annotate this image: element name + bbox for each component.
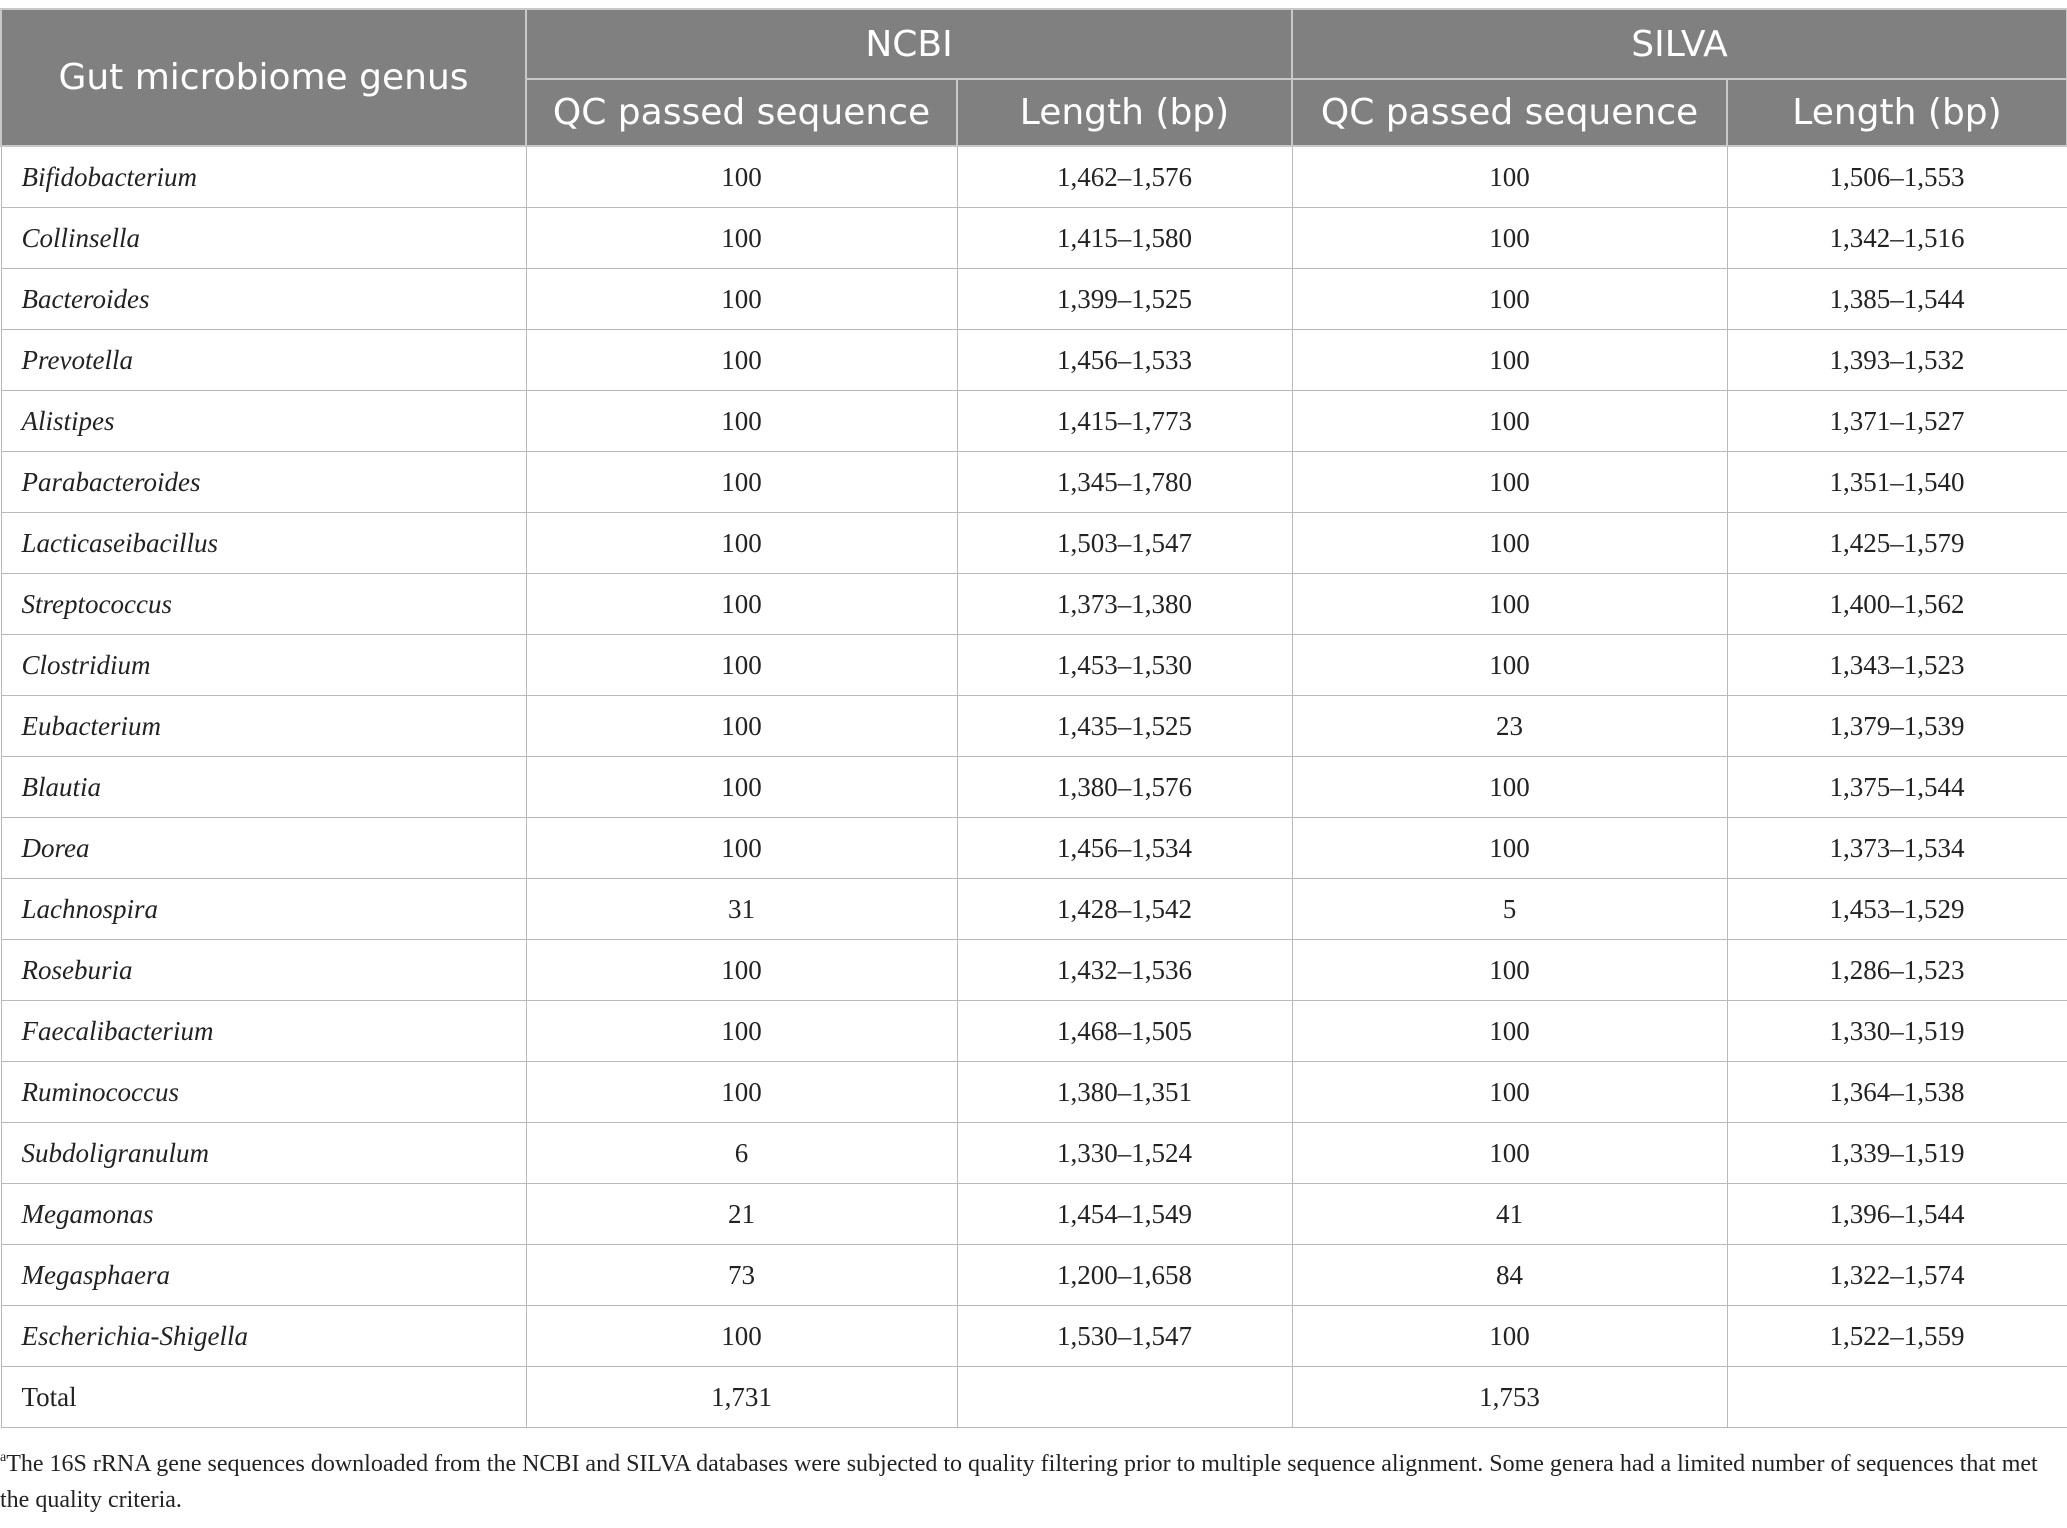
ncbi-length-cell: 1,380–1,351	[957, 1062, 1292, 1123]
table-container	[0, 8, 2066, 1428]
genus-cell: Lachnospira	[1, 879, 526, 940]
silva-length-cell: 1,371–1,527	[1727, 391, 2067, 452]
ncbi-qc-cell: 100	[526, 269, 957, 330]
silva-total-length-cell	[1727, 1367, 2067, 1428]
genus-column-header: Gut microbiome genus	[1, 9, 526, 146]
ncbi-qc-cell: 100	[526, 208, 957, 269]
table-row	[1, 818, 2067, 879]
table-row	[1, 269, 2067, 330]
silva-qc-cell: 100	[1292, 940, 1727, 1001]
ncbi-length-cell: 1,428–1,542	[957, 879, 1292, 940]
footnote-marker: a	[0, 1450, 7, 1465]
table-row	[1, 940, 2067, 1001]
genus-cell: Collinsella	[1, 208, 526, 269]
silva-total-cell: 1,753	[1292, 1367, 1727, 1428]
silva-length-cell: 1,351–1,540	[1727, 452, 2067, 513]
ncbi-length-cell: 1,456–1,533	[957, 330, 1292, 391]
ncbi-qc-cell: 100	[526, 513, 957, 574]
genus-cell: Eubacterium	[1, 696, 526, 757]
silva-qc-cell: 100	[1292, 330, 1727, 391]
genus-cell: Roseburia	[1, 940, 526, 1001]
silva-qc-cell: 5	[1292, 879, 1727, 940]
ncbi-group-header: NCBI	[526, 9, 1292, 79]
ncbi-length-cell: 1,330–1,524	[957, 1123, 1292, 1184]
genus-cell: Prevotella	[1, 330, 526, 391]
table-row	[1, 146, 2067, 208]
ncbi-length-cell: 1,462–1,576	[957, 146, 1292, 208]
table-row	[1, 1306, 2067, 1367]
header-row-groups	[1, 9, 2067, 79]
silva-qc-cell: 100	[1292, 146, 1727, 208]
silva-length-cell: 1,375–1,544	[1727, 757, 2067, 818]
ncbi-length-cell: 1,453–1,530	[957, 635, 1292, 696]
ncbi-qc-cell: 100	[526, 330, 957, 391]
table-row	[1, 574, 2067, 635]
silva-length-cell: 1,453–1,529	[1727, 879, 2067, 940]
silva-length-cell: 1,322–1,574	[1727, 1245, 2067, 1306]
silva-length-cell: 1,373–1,534	[1727, 818, 2067, 879]
ncbi-length-cell: 1,373–1,380	[957, 574, 1292, 635]
silva-qc-cell: 100	[1292, 452, 1727, 513]
silva-qc-cell: 100	[1292, 269, 1727, 330]
table-row	[1, 1062, 2067, 1123]
ncbi-qc-cell: 100	[526, 635, 957, 696]
ncbi-length-cell: 1,200–1,658	[957, 1245, 1292, 1306]
silva-length-cell: 1,364–1,538	[1727, 1062, 2067, 1123]
table-row	[1, 696, 2067, 757]
genus-cell: Escherichia-Shigella	[1, 1306, 526, 1367]
silva-length-cell: 1,396–1,544	[1727, 1184, 2067, 1245]
genus-cell: Lacticaseibacillus	[1, 513, 526, 574]
silva-length-cell: 1,330–1,519	[1727, 1001, 2067, 1062]
ncbi-qc-cell: 73	[526, 1245, 957, 1306]
table-row	[1, 1123, 2067, 1184]
silva-qc-cell: 100	[1292, 1062, 1727, 1123]
ncbi-qc-cell: 100	[526, 1306, 957, 1367]
ncbi-length-cell: 1,432–1,536	[957, 940, 1292, 1001]
genus-cell: Dorea	[1, 818, 526, 879]
silva-qc-cell: 100	[1292, 574, 1727, 635]
genus-cell: Megamonas	[1, 1184, 526, 1245]
ncbi-total-length-cell	[957, 1367, 1292, 1428]
ncbi-qc-cell: 100	[526, 391, 957, 452]
silva-qc-cell: 84	[1292, 1245, 1727, 1306]
silva-qc-cell: 100	[1292, 513, 1727, 574]
ncbi-length-cell: 1,454–1,549	[957, 1184, 1292, 1245]
silva-qc-header: QC passed sequence	[1292, 79, 1727, 146]
footnote-text: The 16S rRNA gene sequences downloaded from the NCBI and SILVA databases were subjected to quality filtering prior to multiple sequence alignment. Some genera had a limited number of sequences that met the quality criteria.	[0, 1451, 2038, 1513]
genus-cell: Bacteroides	[1, 269, 526, 330]
total-row	[1, 1367, 2067, 1428]
ncbi-length-cell: 1,468–1,505	[957, 1001, 1292, 1062]
table-row	[1, 1245, 2067, 1306]
ncbi-qc-cell: 100	[526, 818, 957, 879]
silva-length-cell: 1,379–1,539	[1727, 696, 2067, 757]
ncbi-length-cell: 1,456–1,534	[957, 818, 1292, 879]
ncbi-qc-cell: 6	[526, 1123, 957, 1184]
ncbi-length-cell: 1,530–1,547	[957, 1306, 1292, 1367]
table-row	[1, 513, 2067, 574]
silva-length-cell: 1,506–1,553	[1727, 146, 2067, 208]
silva-qc-cell: 100	[1292, 1001, 1727, 1062]
ncbi-qc-cell: 100	[526, 696, 957, 757]
ncbi-qc-cell: 100	[526, 1062, 957, 1123]
genus-cell: Megasphaera	[1, 1245, 526, 1306]
ncbi-length-cell: 1,415–1,580	[957, 208, 1292, 269]
genus-cell: Clostridium	[1, 635, 526, 696]
silva-qc-cell: 100	[1292, 1306, 1727, 1367]
silva-qc-cell: 100	[1292, 1123, 1727, 1184]
table-row	[1, 879, 2067, 940]
silva-length-header: Length (bp)	[1727, 79, 2067, 146]
silva-qc-cell: 100	[1292, 757, 1727, 818]
genus-sequence-table	[0, 8, 2067, 1428]
ncbi-qc-cell: 21	[526, 1184, 957, 1245]
silva-length-cell: 1,400–1,562	[1727, 574, 2067, 635]
silva-length-cell: 1,522–1,559	[1727, 1306, 2067, 1367]
ncbi-length-cell: 1,399–1,525	[957, 269, 1292, 330]
genus-cell: Blautia	[1, 757, 526, 818]
silva-qc-cell: 100	[1292, 208, 1727, 269]
table-row	[1, 1184, 2067, 1245]
silva-length-cell: 1,343–1,523	[1727, 635, 2067, 696]
genus-cell: Parabacteroides	[1, 452, 526, 513]
genus-cell: Subdoligranulum	[1, 1123, 526, 1184]
silva-length-cell: 1,385–1,544	[1727, 269, 2067, 330]
ncbi-total-cell: 1,731	[526, 1367, 957, 1428]
ncbi-qc-cell: 100	[526, 940, 957, 1001]
silva-qc-cell: 23	[1292, 696, 1727, 757]
ncbi-length-header: Length (bp)	[957, 79, 1292, 146]
ncbi-qc-cell: 100	[526, 146, 957, 208]
genus-cell: Faecalibacterium	[1, 1001, 526, 1062]
silva-length-cell: 1,339–1,519	[1727, 1123, 2067, 1184]
ncbi-length-cell: 1,345–1,780	[957, 452, 1292, 513]
silva-qc-cell: 100	[1292, 818, 1727, 879]
ncbi-qc-cell: 100	[526, 574, 957, 635]
silva-length-cell: 1,342–1,516	[1727, 208, 2067, 269]
table-row	[1, 208, 2067, 269]
total-label-cell: Total	[1, 1367, 526, 1428]
ncbi-length-cell: 1,380–1,576	[957, 757, 1292, 818]
table-row	[1, 1001, 2067, 1062]
genus-cell: Alistipes	[1, 391, 526, 452]
table-row	[1, 757, 2067, 818]
silva-qc-cell: 100	[1292, 635, 1727, 696]
ncbi-qc-cell: 31	[526, 879, 957, 940]
silva-length-cell: 1,393–1,532	[1727, 330, 2067, 391]
ncbi-length-cell: 1,503–1,547	[957, 513, 1292, 574]
table-row	[1, 330, 2067, 391]
ncbi-qc-cell: 100	[526, 757, 957, 818]
silva-qc-cell: 41	[1292, 1184, 1727, 1245]
silva-group-header: SILVA	[1292, 9, 2067, 79]
genus-cell: Bifidobacterium	[1, 146, 526, 208]
ncbi-qc-cell: 100	[526, 452, 957, 513]
ncbi-length-cell: 1,435–1,525	[957, 696, 1292, 757]
genus-cell: Streptococcus	[1, 574, 526, 635]
ncbi-qc-cell: 100	[526, 1001, 957, 1062]
silva-length-cell: 1,425–1,579	[1727, 513, 2067, 574]
ncbi-length-cell: 1,415–1,773	[957, 391, 1292, 452]
table-footnote	[0, 1446, 2060, 1518]
table-row	[1, 452, 2067, 513]
table-body	[1, 146, 2067, 1428]
silva-length-cell: 1,286–1,523	[1727, 940, 2067, 1001]
table-row	[1, 635, 2067, 696]
genus-cell: Ruminococcus	[1, 1062, 526, 1123]
silva-qc-cell: 100	[1292, 391, 1727, 452]
ncbi-qc-header: QC passed sequence	[526, 79, 957, 146]
table-row	[1, 391, 2067, 452]
